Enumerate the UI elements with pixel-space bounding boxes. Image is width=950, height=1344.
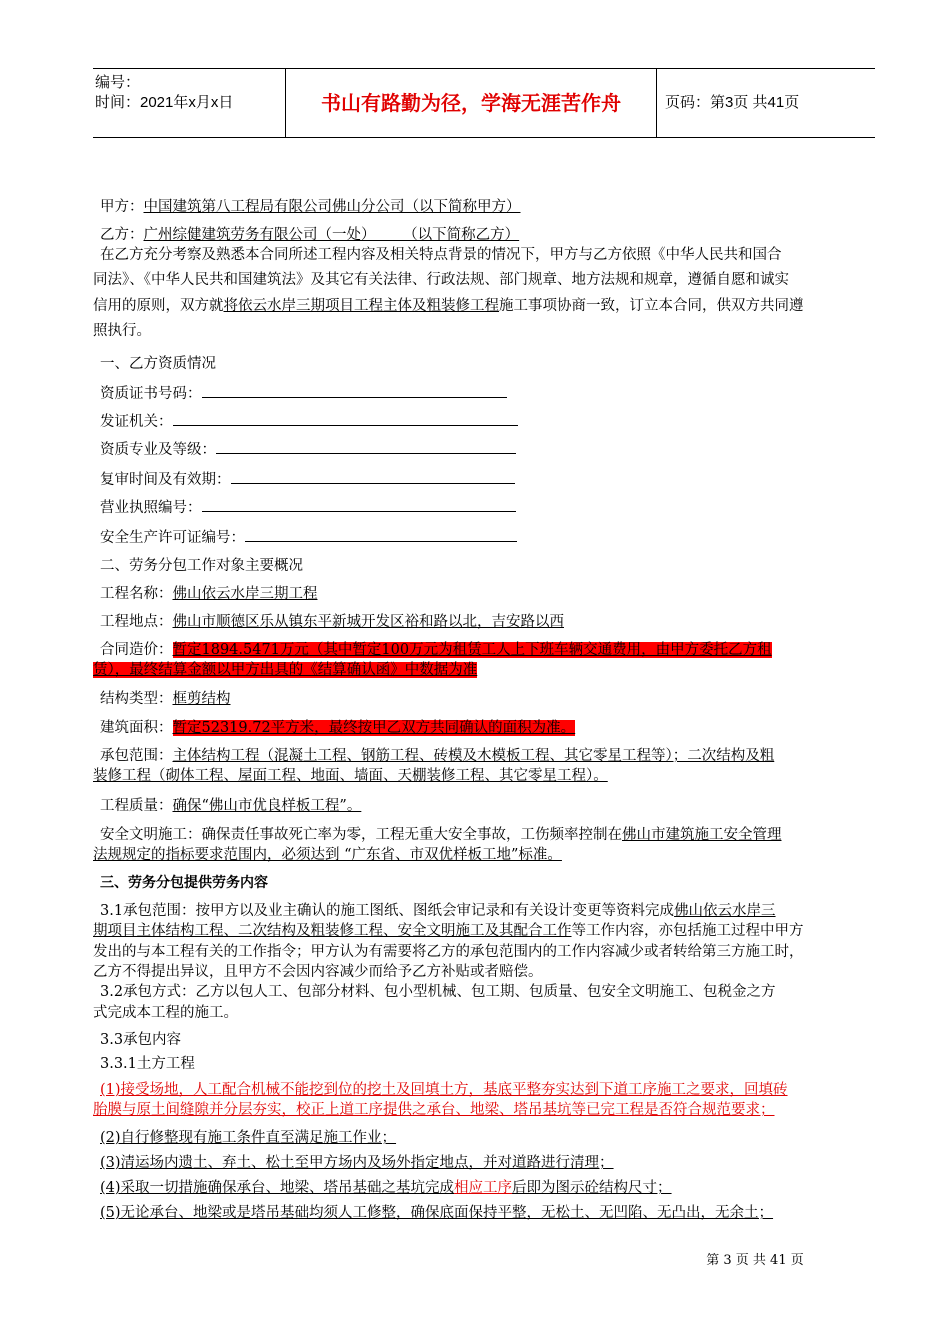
party-a-value: 中国建筑第八工程局有限公司佛山分公司（以下简称甲方）: [143, 199, 521, 215]
page-header: [93, 68, 875, 138]
clause-3-1-cont: 发出的与本工程有关的工作指令；甲方认为有需要将乙方的承包范围内的工作内容减少或者转给第三方施工时，: [93, 944, 804, 960]
project-quality: 工程质量：确保“佛山市优良样板工程”。: [100, 798, 362, 814]
safety-requirement-cont: 法规规定的指标要求范围内，必须达到 “广东省、市双优样板工地”标准。: [93, 847, 562, 863]
page-footer: 第 3 页 共 41 页: [706, 1253, 804, 1268]
clause-3-3: 3.3承包内容: [100, 1032, 182, 1048]
section-title: 二、劳务分包工作对象主要概况: [100, 558, 303, 574]
clause-3-1-cont: 期项目主体结构工程、二次结构及粗装修工程、安全文明施工及其配合工作等工作内容，亦包括施工过程中甲方: [93, 923, 804, 939]
section-title: 一、乙方资质情况: [100, 356, 216, 372]
contract-price: 合同造价：暂定1894.5471万元（其中暂定100万元为租赁工人上下班车辆交通费用，由甲方委托乙方租: [100, 642, 772, 658]
contract-scope-cont: 装修工程（砌体工程、屋面工程、地面、墙面、天棚装修工程、其它零星工程）。: [93, 768, 608, 784]
header-meta-cell: [93, 69, 286, 137]
date-label: 时间：2021年x月x日: [95, 94, 234, 111]
safety-requirement: 安全文明施工：确保责任事故死亡率为零，工程无重大安全事故，工伤频率控制在佛山市建筑施工安全管理: [100, 827, 782, 843]
code-label: 编号：: [95, 74, 141, 91]
clause-3-2: 3.2承包方式：乙方以包人工、包部分材料、包小型机械、包工期、包质量、包安全文明施工、包税金之方: [100, 984, 776, 1000]
earthwork-item-5: (5)无论承台、地梁或是塔吊基础均须人工修整，确保底面保持平整，无松土、无凹陷、无凸出，无余土；: [100, 1205, 774, 1221]
qualification-field: 资质证书号码：: [100, 383, 507, 405]
contract-scope: 承包范围：主体结构工程（混凝土工程、钢筋工程、砖模及木模板工程、其它零星工程等）；二次结构及粗: [100, 748, 775, 764]
intro-line: 在乙方充分考察及熟悉本合同所述工程内容及相关特点背景的情况下，甲方与乙方依照《中华人民共和国合: [100, 247, 782, 263]
contract-price-cont: 赁），最终结算金额以甲方出具的《结算确认函》中数据为准: [93, 662, 478, 678]
building-area: 建筑面积：暂定52319.72平方米，最终按甲乙双方共同确认的面积为准。: [100, 720, 576, 736]
clause-3-1-cont: 乙方不得提出异议，且甲方不会因内容减少而给予乙方补贴或者赔偿。: [93, 964, 543, 980]
intro-line: 信用的原则，双方就将依云水岸三期项目工程主体及粗装修工程施工事项协商一致，订立本合同，供双方共同遵: [93, 298, 804, 314]
earthwork-item-1-cont: 胎膜与原土间缝隙并分层夯实，校正上道工序提供之承台、地梁、塔吊基坑等已完工程是否符合规范要求；: [93, 1102, 775, 1118]
qualification-field: 发证机关：: [100, 411, 518, 433]
intro-line: 照执行。: [93, 323, 151, 339]
qualification-field: 安全生产许可证编号：: [100, 527, 517, 549]
earthwork-item-4: (4)采取一切措施确保承台、地梁、塔吊基础之基坑完成相应工序后即为图示砼结构尺寸；: [100, 1180, 672, 1196]
party-b-value: 广州综健建筑劳务有限公司（一处） （以下简称乙方）: [143, 227, 520, 243]
party-a: 甲方：中国建筑第八工程局有限公司佛山分公司（以下简称甲方）: [100, 199, 521, 215]
earthwork-item-3: (3)清运场内遗土、弃土、松土至甲方场内及场外指定地点，并对道路进行清理；: [100, 1155, 614, 1171]
clause-3-1: 3.1承包范围：按甲方以及业主确认的施工图纸、图纸会审记录和有关设计变更等资料完成佛山依云水岸三: [100, 903, 776, 919]
project-name: 工程名称：佛山依云水岸三期工程: [100, 586, 318, 602]
clause-3-2-cont: 式完成本工程的施工。: [93, 1005, 238, 1021]
section-title: 三、劳务分包提供劳务内容: [100, 875, 268, 891]
intro-line: 同法》、《中华人民共和国建筑法》及其它有关法律、行政法规、部门规章、地方法规和规章，遵循自愿和诚实: [93, 272, 789, 288]
clause-3-3-1: 3.3.1土方工程: [100, 1056, 195, 1072]
party-b: 乙方：广州综健建筑劳务有限公司（一处） （以下简称乙方）: [100, 227, 520, 243]
earthwork-item-1: (1)接受场地，人工配合机械不能挖到位的挖土及回填土方，基底平整夯实达到下道工序施工之要求，回填砖: [100, 1082, 788, 1098]
earthwork-item-2: (2)自行修整现有施工条件直至满足施工作业；: [100, 1130, 397, 1146]
project-location: 工程地点：佛山市顺德区乐从镇东平新城开发区裕和路以北，吉安路以西: [100, 614, 564, 630]
qualification-field: 营业执照编号：: [100, 497, 516, 519]
structure-type: 结构类型：框剪结构: [100, 691, 231, 707]
header-page-label: 页码：第3页 共41页: [665, 94, 800, 111]
header-motto: 书山有路勤为径，学海无涯苦作舟: [286, 69, 657, 137]
qualification-field: 资质专业及等级：: [100, 439, 516, 461]
qualification-field: 复审时间及有效期：: [100, 469, 515, 491]
